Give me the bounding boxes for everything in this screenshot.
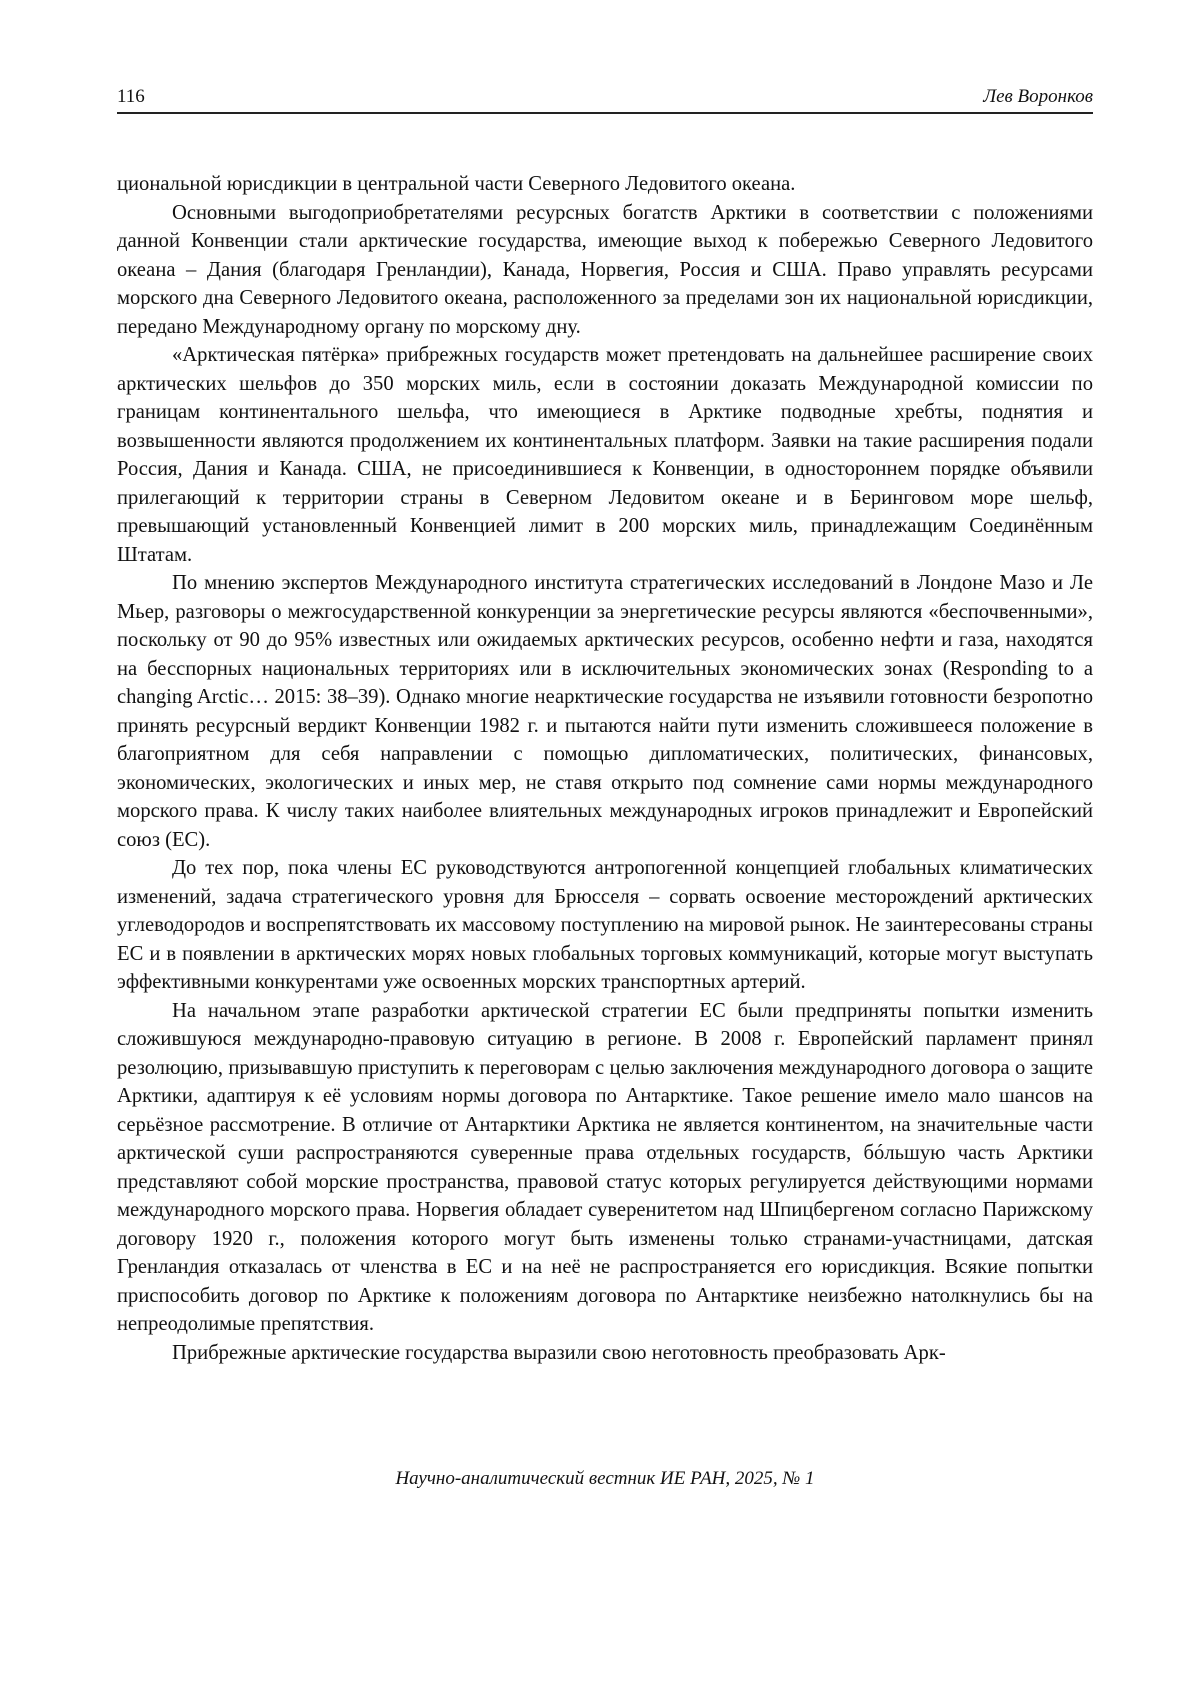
paragraph: На начальном этапе разработки арктической стратегии ЕС были предприняты попытки изменить сложившуюся международно-правовую ситуацию в регионе. В 2008 г. Европейский парламент принял резолюцию, призывавшую приступить к переговорам с целью заключения международного договора о защите Арктики, адаптируя к её условиям нормы договора по Антарктике. Такое решение имело мало шансов на серьёзное рассмотрение. В отличие от Антарктики Арктика не является континентом, на значительные части арктической суши распространяются суверенные права отдельных государств, бóльшую часть Арктики представляют собой морские пространства, правовой статус которых регулируется действующими нормами международного морского права. Норвегия обладает суверенитетом над Шпицбергеном согласно Парижскому договору 1920 г., положения которого могут быть изменены только странами-участницами, датская Гренландия отказалась от членства в ЕС и на неё не распространяется его юрисдикция. Всякие попытки приспособить договор по Арктике к положениям договора по Антарктике неизбежно натолкнулись бы на непреодолимые препятствия.	[117, 999, 1093, 1335]
running-head-author: Лев Воронков	[983, 86, 1093, 107]
paragraph: Основными выгодоприобретателями ресурсных богатств Арктики в соответствии с положениями данной Конвенции стали арктические государства, имеющие выход к побережью Северного Ледовитого океана – Дания (благодаря Гренландии), Канада, Норвегия, Россия и США. Право управлять ресурсами морского дна Северного Ледовитого океана, расположенного за пределами зон их национальной юрисдикции, передано Международному органу по морскому дну.	[117, 201, 1093, 338]
article-body	[117, 170, 1093, 1367]
paragraph: По мнению экспертов Международного института стратегических исследований в Лондоне Мазо и Ле Мьер, разговоры о межгосударственной конкуренции за энергетические ресурсы являются «беспочвенными», поскольку от 90 до 95% известных или ожидаемых арктических ресурсов, особенно нефти и газа, находятся на бесспорных национальных территориях или в исключительных экономических зонах (Responding to a changing Arctic… 2015: 38–39). Однако многие неарктические государства не изъявили готовности безропотно принять ресурсный вердикт Конвенции 1982 г. и пытаются найти пути изменить сложившееся положение в благоприятном для себя направлении с помощью дипломатических, политических, финансовых, экономических, экологических и иных мер, не ставя открыто под сомнение сами нормы международного морского права. К числу таких наиболее влиятельных международных игроков принадлежит и Европейский союз (ЕС).	[117, 572, 1093, 851]
paragraph: Прибрежные арктические государства выразили свою неготовность преобразовать Арк-	[172, 1341, 946, 1364]
paragraph: До тех пор, пока члены ЕС руководствуются антропогенной концепцией глобальных климатических изменений, задача стратегического уровня для Брюсселя – сорвать освоение месторождений арктических углеводородов и воспрепятствовать их массовому поступлению на мировой рынок. Не заинтересованы страны ЕС и в появлении в арктических морях новых глобальных торговых коммуникаций, которые могут выступать эффективными конкурентами уже освоенных морских транспортных артерий.	[117, 857, 1093, 993]
paragraph: циональной юрисдикции в центральной части Северного Ледовитого океана.	[117, 173, 796, 195]
page-number: 116	[117, 86, 145, 107]
page-header	[117, 86, 1093, 114]
journal-footer: Научно-аналитический вестник ИЕ РАН, 2025, № 1	[395, 1468, 815, 1489]
paragraph: «Арктическая пятёрка» прибрежных государств может претендовать на дальнейшее расширение своих арктических шельфов до 350 морских миль, если в состоянии доказать Международной комиссии по границам континентального шельфа, что имеющиеся в Арктике подводные хребты, поднятия и возвышенности являются продолжением их континентальных платформ. Заявки на такие расширения подали Россия, Дания и Канада. США, не присоединившиеся к Конвенции, в одностороннем порядке объявили прилегающий к территории страны в Северном Ледовитом океане и в Беринговом море шельф, превышающий установленный Конвенцией лимит в 200 морских миль, принадлежащим Соединённым Штатам.	[117, 344, 1093, 566]
